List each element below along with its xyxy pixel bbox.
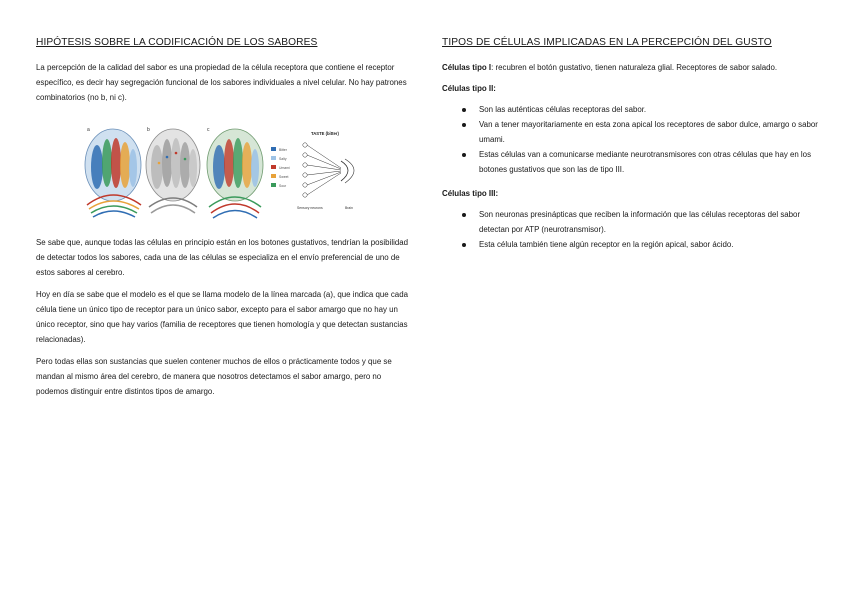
legend-label: Sour xyxy=(279,184,287,188)
right-heading: TIPOS DE CÉLULAS IMPLICADAS EN LA PERCEPCIÓN DEL GUSTO xyxy=(442,37,772,48)
type1-label: Células tipo I xyxy=(442,63,492,72)
panel-label-b: b xyxy=(147,127,150,133)
list-item: Van a tener mayoritariamente en esta zona apical los receptores de sabor dulce, amargo o sabor umami. xyxy=(479,117,818,147)
legend-swatch xyxy=(271,165,276,169)
type3-list xyxy=(442,207,818,252)
svg-text:Sensory neurons: Sensory neurons xyxy=(297,206,323,210)
intro-paragraph: La percepción de la calidad del sabor es una propiedad de la célula receptora que contiene el receptor específico, es decir hay segregación funcional de los sabores individuales a nivel celular. No hay patrones combinatorios (no b, ni c). xyxy=(36,63,407,102)
svg-text:TASTE (bitter): TASTE (bitter) xyxy=(311,131,339,136)
panel-label-c: c xyxy=(207,127,210,133)
taste-bud-a xyxy=(85,129,141,217)
type2-heading xyxy=(442,81,818,96)
list-item: Son las auténticas células receptoras del sabor. xyxy=(479,102,818,117)
type2-label: Células tipo II: xyxy=(442,84,496,93)
neuron-diagram xyxy=(297,131,354,210)
left-column xyxy=(36,37,410,406)
type3-label: Células tipo III: xyxy=(442,189,499,198)
legend-swatch xyxy=(271,183,276,187)
legend-swatch xyxy=(271,147,276,151)
figure-legend xyxy=(271,147,290,188)
legend-swatch xyxy=(271,156,276,160)
list-item: Estas células van a comunicarse mediante neurotransmisores con otras células que hay en los botones gustativos que son las de tipo III. xyxy=(479,147,818,177)
figure-illustration xyxy=(83,123,373,223)
taste-bud-c xyxy=(207,129,263,218)
right-column xyxy=(442,37,818,261)
left-heading: HIPÓTESIS SOBRE LA CODIFICACIÓN DE LOS SABORES xyxy=(36,37,318,48)
type3-heading xyxy=(442,186,818,201)
svg-text:Brain: Brain xyxy=(345,206,353,210)
panel-label-a: a xyxy=(87,127,90,133)
legend-label: Bitter xyxy=(279,148,287,152)
list-item: Son neuronas presinápticas que reciben la información que las células receptoras del sabor detectan por ATP (neurotransmisor). xyxy=(479,207,818,237)
paragraph-labeled-line: Hoy en día se sabe que el modelo es el que se llama modelo de la línea marcada (a), que indica que cada célula tiene un único tipo de receptor para un único sabor, excepto para el sabor amargo que no hay un único receptor, sino que hay varios (familia de receptores que tienen homología y que detectan sustancias relacionadas). xyxy=(36,290,408,344)
list-item: Esta célula también tiene algún receptor en la región apical, sabor ácido. xyxy=(479,237,818,252)
type1-text: : recubren el botón gustativo, tienen naturaleza glial. Receptores de sabor salado. xyxy=(491,63,778,72)
type2-list xyxy=(442,102,818,177)
paragraph-specialization: Se sabe que, aunque todas las células en principio están en los botones gustativos, tendrían la posibilidad de detectar todos los sabores, cada una de las células se especializa en el envío preferencial de uno de estos sabores al cerebro. xyxy=(36,238,408,277)
legend-label: Salty xyxy=(279,157,287,161)
legend-swatch xyxy=(271,174,276,178)
legend-label: Sweet xyxy=(279,175,289,179)
legend-label: Umami xyxy=(279,166,290,170)
taste-coding-figure xyxy=(83,123,373,223)
taste-bud-b xyxy=(146,129,200,213)
type1-paragraph xyxy=(442,60,818,75)
paragraph-bitter: Pero todas ellas son sustancias que suelen contener muchos de ellos o prácticamente todos y que se mandan al mismo área del cerebro, de manera que nosotros detectamos el sabor amargo, pero no podemos distinguir entre distintos tipos de amargo. xyxy=(36,357,392,396)
